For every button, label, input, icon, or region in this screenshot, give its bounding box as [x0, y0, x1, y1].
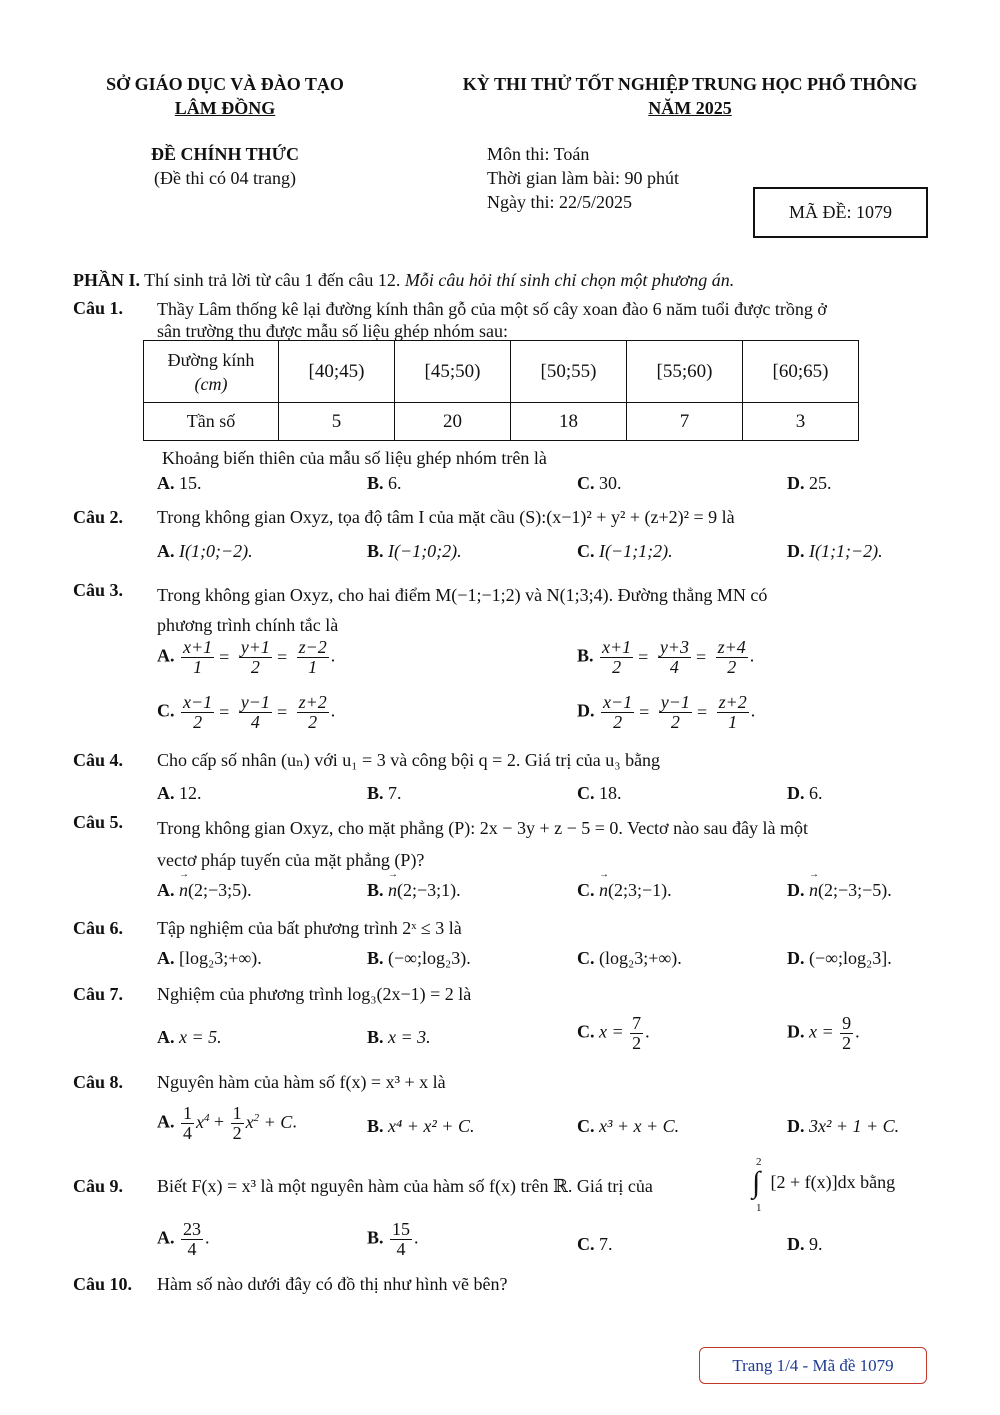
- table-cell: 7: [627, 403, 743, 441]
- question-label: Câu 1.: [73, 298, 124, 318]
- official-label: ĐỀ CHÍNH THỨC (Đề thi có 04 trang): [150, 144, 300, 188]
- exam-title: KỲ THI THỬ TỐT NGHIỆP TRUNG HỌC PHỔ THÔNG NĂM 2025: [462, 74, 918, 118]
- option-a: A. 15.: [157, 473, 202, 493]
- option-b: B. $\frac{x+1}{2}$ = $\frac{y+3}{4}$ = $\frac{z+4}{2}$ .: [577, 637, 755, 677]
- question-text: Thầy Lâm thống kê lại đường kính thân gỗ của một số cây xoan đào 6 năm tuổi được trồng ở sân trường thu được mẫu số liệu ghép nhóm sau:: [157, 299, 827, 341]
- option-d: D. → n(2;−3;−5).: [787, 880, 892, 901]
- option-d: D. (−∞;log₂3].: [787, 948, 892, 968]
- question-label: Câu 5.: [73, 812, 124, 832]
- question-text: Trong không gian Oxyz, cho mặt phẳng (P): 2x − 3y + z − 5 = 0. Vectơ nào sau đây là một vectơ pháp tuyến của mặt phẳng (P)?: [157, 818, 809, 870]
- exam-info: Môn thi: Toán Thời gian làm bài: 90 phút Ngày thi: 22/5/2025: [487, 144, 679, 212]
- table-cell: 3: [743, 403, 859, 441]
- option-b: B. 7.: [367, 783, 402, 803]
- department-name: SỞ GIÁO DỤC VÀ ĐÀO TẠO LÂM ĐỒNG: [106, 74, 344, 118]
- option-b: B. (−∞;log₂3).: [367, 948, 471, 968]
- part-heading: PHẦN I. Thí sinh trả lời từ câu 1 đến câu 12. Mỗi câu hỏi thí sinh chỉ chọn một phương án.: [73, 270, 735, 290]
- question-text: Tập nghiệm của bất phương trình 2ˣ ≤ 3 là: [157, 918, 462, 938]
- table-cell: [50;55): [511, 341, 627, 403]
- option-b: B. $\frac{15}{4}$ .: [367, 1219, 419, 1259]
- option-d: D. 25.: [787, 473, 832, 493]
- table-cell: 20: [395, 403, 511, 441]
- option-c: C. → n(2;3;−1).: [577, 880, 672, 901]
- option-c: C. (log₂3;+∞).: [577, 948, 682, 968]
- option-b: B. x⁴ + x² + C.: [367, 1116, 475, 1136]
- option-b: B. 6.: [367, 473, 402, 493]
- option-b: B. → n(2;−3;1).: [367, 880, 461, 901]
- integral-sign: 2 ∫ 1: [752, 1156, 762, 1214]
- question-text: Hàm số nào dưới đây có đồ thị như hình vẽ bên?: [157, 1274, 508, 1294]
- integral-expression: 2 ∫ 1 [2 + f(x)]dx bằng: [752, 1156, 896, 1214]
- question-text: Trong không gian Oxyz, cho hai điểm M(−1;−1;2) và N(1;3;4). Đường thẳng MN có phương trình chính tắc là: [157, 585, 768, 635]
- question-label: Câu 6.: [73, 918, 124, 938]
- option-a: A. [log₂3;+∞).: [157, 948, 262, 968]
- question-label: Câu 10.: [73, 1274, 133, 1294]
- table-cell: 18: [511, 403, 627, 441]
- option-c: C. x = $\frac{7}{2}$ .: [577, 1013, 650, 1053]
- option-a: A. x = 5.: [157, 1027, 222, 1047]
- table-cell: [55;60): [627, 341, 743, 403]
- question-text: Biết F(x) = x³ là một nguyên hàm của hàm số f(x) trên ℝ. Giá trị của: [157, 1176, 653, 1196]
- option-c: C. x³ + x + C.: [577, 1116, 680, 1136]
- question-label: Câu 4.: [73, 750, 124, 770]
- option-d: D. 3x² + 1 + C.: [787, 1116, 900, 1136]
- table-header-cell: Đường kính (cm): [144, 341, 279, 403]
- table-header-cell: Tần số: [144, 403, 279, 441]
- option-a: A. → n(2;−3;5).: [157, 880, 252, 901]
- option-c: C. $\frac{x-1}{2}$ = $\frac{y-1}{4}$ = $\frac{z+2}{2}$ .: [157, 692, 336, 732]
- page-footer: Trang 1/4 - Mã đề 1079: [699, 1347, 927, 1384]
- option-c: C. 30.: [577, 473, 622, 493]
- question-text: Khoảng biến thiên của mẫu số liệu ghép nhóm trên là: [162, 448, 547, 468]
- option-a: A. I(1;0;−2).: [157, 541, 253, 561]
- option-c: C. 18.: [577, 783, 622, 803]
- option-d: D. 6.: [787, 783, 823, 803]
- option-a: A. $\frac{23}{4}$ .: [157, 1219, 210, 1259]
- option-b: B. x = 3.: [367, 1027, 431, 1047]
- question-text: Nguyên hàm của hàm số f(x) = x³ + x là: [157, 1072, 446, 1092]
- frequency-table: [143, 340, 859, 441]
- option-a: A. $\frac{x+1}{1}$ = $\frac{y+1}{2}$ = $\frac{z-2}{1}$ .: [157, 637, 336, 677]
- option-c: C. 7.: [577, 1234, 613, 1254]
- option-d: D. x = $\frac{9}{2}$ .: [787, 1013, 860, 1053]
- question-label: Câu 3.: [73, 580, 124, 600]
- table-cell: [40;45): [279, 341, 395, 403]
- option-b: B. I(−1;0;2).: [367, 541, 462, 561]
- question-label: Câu 8.: [73, 1072, 124, 1092]
- option-c: C. I(−1;1;2).: [577, 541, 673, 561]
- option-d: D. I(1;1;−2).: [787, 541, 883, 561]
- question-text: Cho cấp số nhân (uₙ) với u₁ = 3 và công bội q = 2. Giá trị của u₃ bằng: [157, 750, 661, 770]
- question-label: Câu 9.: [73, 1176, 124, 1196]
- option-d: D. $\frac{x-1}{2}$ = $\frac{y-1}{2}$ = $\frac{z+2}{1}$ .: [577, 692, 756, 732]
- table-cell: [45;50): [395, 341, 511, 403]
- question-label: Câu 2.: [73, 507, 124, 527]
- question-text: Nghiệm của phương trình log₃(2x−1) = 2 là: [157, 984, 472, 1004]
- option-a: A. $\frac{1}{4}$ $x^4$ + $\frac{1}{2}$ $x^2 + C$.: [157, 1103, 297, 1143]
- question-text: Trong không gian Oxyz, tọa độ tâm I của mặt cầu (S):(x−1)² + y² + (z+2)² = 9 là: [157, 507, 735, 527]
- option-a: A. 12.: [157, 783, 202, 803]
- question-label: Câu 7.: [73, 984, 124, 1004]
- table-cell: [60;65): [743, 341, 859, 403]
- table-cell: 5: [279, 403, 395, 441]
- option-d: D. 9.: [787, 1234, 823, 1254]
- exam-code-box: MÃ ĐỀ: 1079: [753, 187, 928, 238]
